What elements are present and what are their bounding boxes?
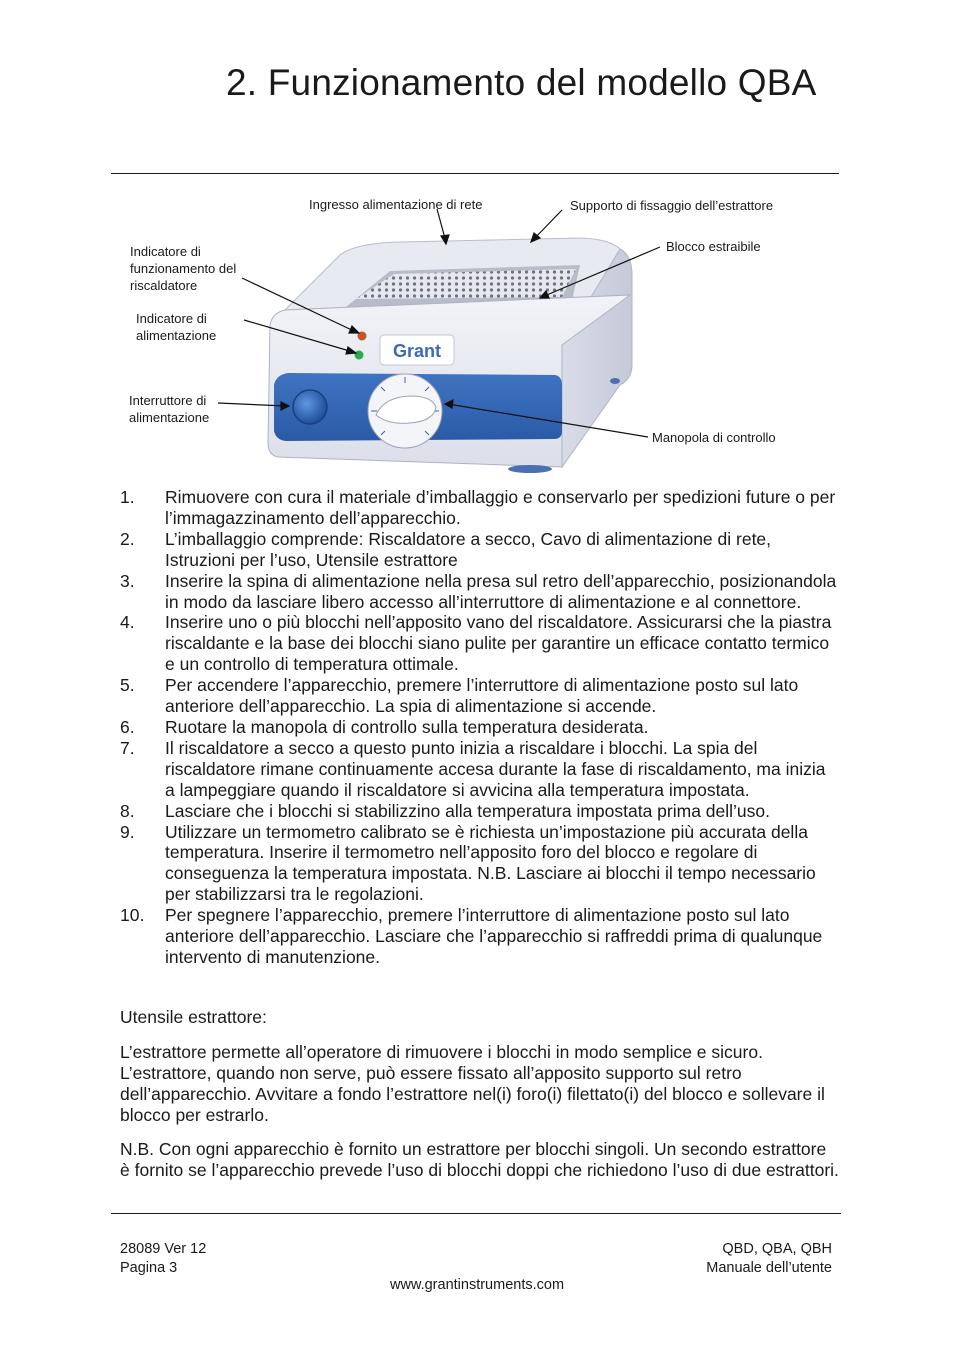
procedure-steps bbox=[120, 487, 840, 968]
brand-logo: Grant bbox=[392, 341, 442, 361]
power-indicator-light bbox=[355, 351, 364, 360]
callout-power-switch: Interruttore di alimentazione bbox=[129, 393, 210, 425]
list-item: 1. Rimuovere con cura il materiale d’imballaggio e conservarlo per spedizioni future o per l’immagazzinamento dell’apparecchio. bbox=[120, 487, 836, 528]
model-list: QBD, QBA, QBH bbox=[722, 1241, 832, 1257]
list-item: 10. Per spegnere l’apparecchio, premere l’interruttore di alimentazione posto sul lato anteriore dell’apparecchio. Lasciare che l’apparecchio si raffreddi prima di qualunque intervento di manutenzione. bbox=[120, 905, 823, 967]
list-item: 7. Il riscaldatore a secco a questo punto inizia a riscaldare i blocchi. La spia del riscaldatore rimane continuamente accesa durante la fase di riscaldamento, ma inizia a lampeggiare quando il riscaldatore si avvicina alla temperatura impostata. bbox=[120, 737, 826, 800]
footer-left bbox=[120, 1240, 206, 1278]
manual-label: Manuale dell’utente bbox=[706, 1260, 832, 1276]
website-url: www.grantinstruments.com bbox=[389, 1277, 565, 1293]
callout-power-indicator: Indicatore di alimentazione bbox=[136, 311, 217, 343]
bottom-divider bbox=[111, 1213, 841, 1214]
list-item: 5. Per accendere l’apparecchio, premere l’interruttore di alimentazione posto sul lato anteriore dell’apparecchio. La spia di alimentazione si accende. bbox=[120, 675, 799, 717]
list-item: 4. Inserire uno o più blocchi nell’apposito vano del riscaldatore. Assicurarsi che la piastra riscaldante e la base dei blocchi siano pulite per garantire un efficace contatto termico e un controllo di temperatura ottimale. bbox=[120, 612, 832, 675]
power-switch-graphic bbox=[293, 390, 327, 424]
extractor-paragraph: L’estrattore permette all’operatore di rimuovere i blocchi in modo semplice e sicuro. L’estrattore, quando non serve, può essere fissato all’apposito supporto sul retro dell’apparecchio. Avvitare a fondo l’estrattore nel(i) foro(i) filettato(i) del blocco e sollevare il blocco per estrarlo. bbox=[120, 1042, 825, 1125]
list-item: 6. Ruotare la manopola di controllo sulla temperatura desiderata. bbox=[120, 716, 649, 737]
callout-control-knob: Manopola di controllo bbox=[652, 430, 776, 445]
list-item: 2. L’imballaggio comprende: Riscaldatore a secco, Cavo di alimentazione di rete, Istruzioni per l’uso, Utensile estrattore bbox=[120, 528, 772, 570]
page-number: Pagina 3 bbox=[120, 1260, 178, 1276]
callout-removable-block: Blocco estraibile bbox=[666, 239, 761, 254]
callout-heater-indicator: Indicatore di funzionamento del riscaldatore bbox=[130, 244, 237, 293]
callout-mains-inlet: Ingresso alimentazione di rete bbox=[309, 197, 483, 212]
extractor-note: N.B. Con ogni apparecchio è fornito un estrattore per blocchi singoli. Un secondo estrattore è fornito se l’apparecchio prevede l’uso di blocchi doppi che richiedono l’uso di due estrattori. bbox=[120, 1139, 839, 1180]
extractor-heading: Utensile estrattore: bbox=[120, 1007, 267, 1027]
footer-right bbox=[706, 1240, 832, 1278]
top-divider bbox=[111, 173, 839, 174]
device-figure bbox=[110, 185, 840, 475]
list-item: 9. Utilizzare un termometro calibrato se è richiesta un’impostazione più accurata della temperatura. Inserire il termometro nell’apposito foro del blocco e regolare di conseguenza la temperatura impostata. N.B. Lasciare ai blocchi il tempo necessario per stabilizzarsi tra le regolazioni. bbox=[120, 821, 816, 905]
list-item: 3. Inserire la spina di alimentazione nella presa sul retro dell’apparecchio, posizionandola in modo da lasciare libero accesso all’interruttore di alimentazione e al connettore. bbox=[120, 570, 837, 612]
callout-extractor-support: Supporto di fissaggio dell’estrattore bbox=[570, 198, 774, 213]
page-title: 2. Funzionamento del modello QBA bbox=[226, 62, 817, 103]
list-item: 8. Lasciare che i blocchi si stabilizzino alla temperatura impostata prima dell’uso. bbox=[120, 800, 771, 821]
doc-version: 28089 Ver 12 bbox=[120, 1241, 207, 1257]
